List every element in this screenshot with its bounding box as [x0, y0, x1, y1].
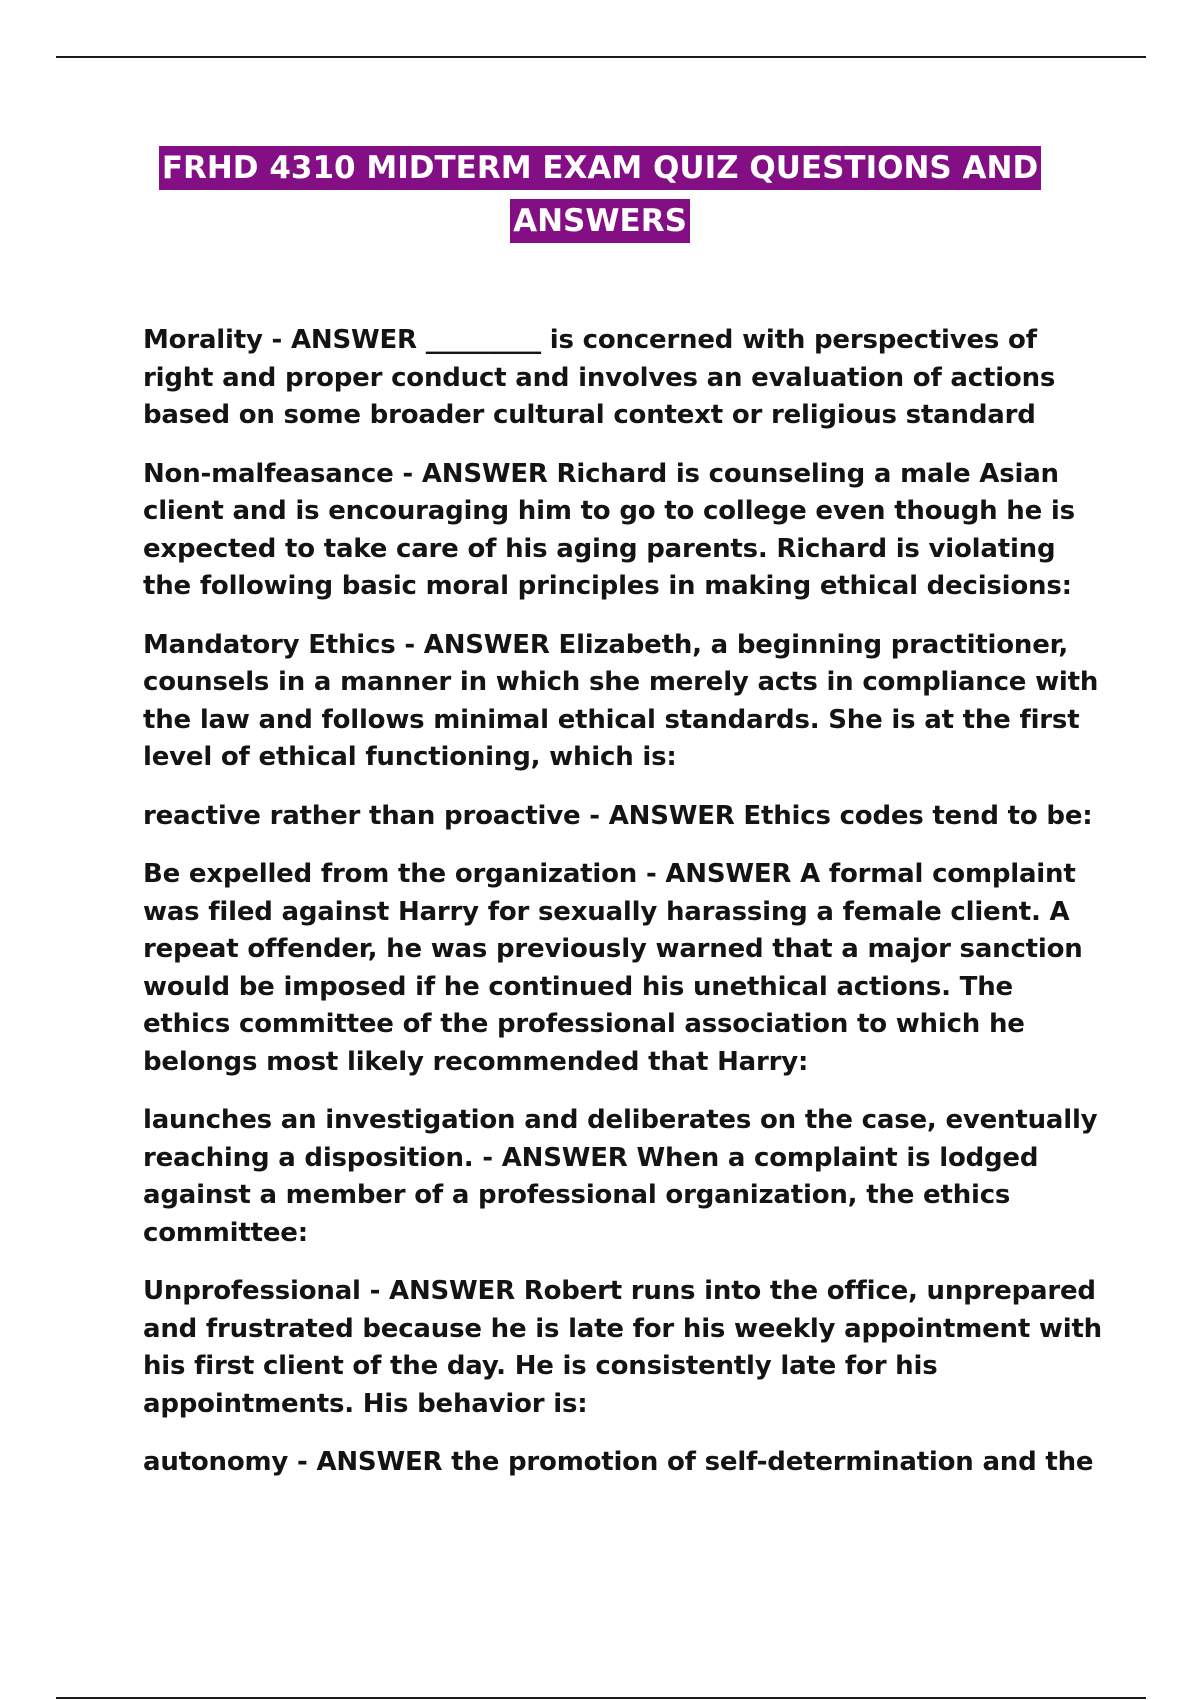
- title-line-1: FRHD 4310 MIDTERM EXAM QUIZ QUESTIONS AND: [159, 146, 1041, 190]
- qa-entry: launches an investigation and deliberates on the case, eventually reaching a disposition. - ANSWER When a complaint is lodged against a member of a professional organization, the ethics committee:: [143, 1105, 1098, 1248]
- document-title: [100, 142, 1100, 248]
- bottom-rule: [56, 1697, 1146, 1699]
- qa-entry: Mandatory Ethics - ANSWER Elizabeth, a beginning practitioner, counsels in a manner in which she merely acts in compliance with the law and follows minimal ethical standards. She is at the first level of ethical functioning, which is:: [143, 629, 1099, 772]
- qa-entry: Morality - ANSWER _________ is concerned with perspectives of right and proper conduct and involves an evaluation of actions based on some broader cultural context or religious standard: [143, 325, 1056, 430]
- top-rule: [56, 56, 1146, 58]
- title-line-2: ANSWERS: [510, 199, 690, 243]
- qa-entry: Be expelled from the organization - ANSWER A formal complaint was filed against Harry for sexually harassing a female client. A repeat offender, he was previously warned that a major sanction would be imposed if he continued his unethical actions. The ethics committee of the professional association to which he belongs most likely recommended that Harry:: [143, 859, 1083, 1077]
- qa-entry: Non-malfeasance - ANSWER Richard is counseling a male Asian client and is encouraging him to go to college even though he is expected to take care of his aging parents. Richard is violating the following basic moral principles in making ethical decisions:: [143, 458, 1075, 601]
- qa-entry: autonomy - ANSWER the promotion of self-determination and the: [143, 1447, 1094, 1477]
- qa-entry: reactive rather than proactive - ANSWER Ethics codes tend to be:: [143, 800, 1093, 831]
- qa-entry: Unprofessional - ANSWER Robert runs into the office, unprepared and frustrated because he is late for his weekly appointment with his first client of the day. He is consistently late for his appointments. His behavior is:: [143, 1276, 1102, 1419]
- qa-list: [143, 322, 1103, 1503]
